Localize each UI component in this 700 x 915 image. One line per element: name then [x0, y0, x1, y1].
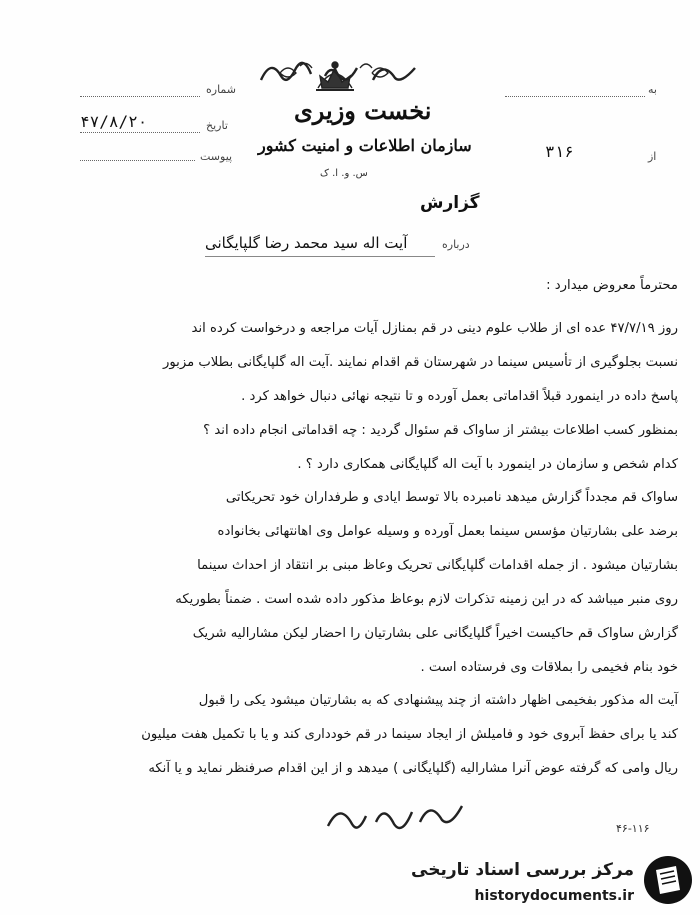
number-dotted-line: [80, 96, 200, 97]
subject-underline: [205, 256, 435, 257]
attachment-dotted-line: [80, 160, 195, 161]
body-line: ریال وامی که گرفته عوض آنرا مشارالیه (گلپایگانی ) میدهد و از این اقدام صرفنظر نماید و یا آنکه: [148, 761, 678, 776]
subject-text: آیت اله سید محمد رضا گلپایگانی: [205, 234, 408, 252]
report-title: گزارش: [420, 193, 480, 213]
body-line: نسبت بجلوگیری از تأسیس سینما در شهرستان قم اقدام نمایند .آیت اله گلپایگانی بطلاب مزبور: [162, 355, 678, 370]
ref-code: س. و. ا. ک: [320, 168, 368, 179]
body-line: کدام شخص و سازمان در اینمورد با آیت اله گلپایگانی همکاری دارد ؟ .: [297, 457, 678, 472]
body-line: روی منبر میباشد که در این زمینه تذکرات لازم بوعاظ مذکور داده شده است . ضمناً بطوریکه: [175, 592, 678, 607]
subject-label: درباره: [442, 238, 470, 251]
number-value: ۳۱۶: [545, 142, 574, 161]
to-label: به: [648, 83, 657, 96]
archive-logo: [409, 846, 700, 915]
body-line: محترماً معروض میدارد :: [546, 278, 678, 293]
handwritten-signature-bottom: [320, 792, 470, 840]
attachment-label: پیوست: [200, 150, 233, 163]
archive-name: مرکز بررسی اسناد تاریخی: [411, 860, 634, 880]
body-line: روز ۴۷/۷/۱۹ عده ای از طلاب علوم دینی در قم بمنازل آیات مراجعه و درخواست کرده اند: [191, 321, 678, 336]
body-line: آیت اله مذکور بفخیمی اظهار داشته از چند پیشنهادی که به بشارتیان میشود یکی را قبول: [198, 693, 678, 708]
body-line: ساواک قم مجدداً گزارش میدهد نامبرده بالا توسط ایادی و طرفداران خود تحریکاتی: [225, 490, 678, 505]
date-label: تاریخ: [206, 119, 228, 132]
archive-emblem-icon: [642, 854, 694, 906]
handwritten-signature-top: [255, 50, 425, 95]
number-label: شماره: [206, 83, 237, 96]
body-line: کند یا برای حفظ آبروی خود و فامیلش از ایجاد سینما در قم خودداری کند و یا با تکمیل هفت میلیون: [141, 727, 678, 742]
body-line: خود بنام فخیمی را بملاقات وی فرستاده است .: [420, 660, 678, 675]
body-line: گزارش ساواک قم حاکیست اخیراً گلپایگانی علی بشارتیان را احضار لیکن مشارالیه شریک: [192, 626, 678, 641]
date-value: ۴۷/۸/۲۰: [80, 112, 148, 131]
from-label: از: [648, 150, 657, 163]
archive-website: historydocuments.ir: [474, 888, 634, 904]
organization-name: سازمان اطلاعات و امنیت کشور: [258, 136, 472, 155]
body-line: بمنظور کسب اطلاعات بیشتر از ساواک قم سئوال گردید : چه اقداماتی انجام داده اند ؟: [203, 423, 678, 438]
to-dotted-line: [505, 96, 645, 97]
date-dotted-line: [80, 132, 200, 133]
body-line: برضد علی بشارتیان مؤسس سینما بعمل آورده و وسیله عوامل وی اهانتهائی بخانواده: [217, 524, 678, 539]
body-line: بشارتیان میشود . از جمله اقدامات گلپایگانی تحریک وعاظ مبنی بر انتقاد از احداث سینما: [197, 558, 678, 573]
body-line: پاسخ داده در اینمورد قبلاً اقداماتی بعمل آورده و تا نتیجه نهائی دنبال خواهد کرد .: [241, 389, 678, 404]
ministry-title: نخست وزیری: [294, 96, 432, 125]
page-code: ۴۶-۱۱۶: [616, 822, 650, 835]
